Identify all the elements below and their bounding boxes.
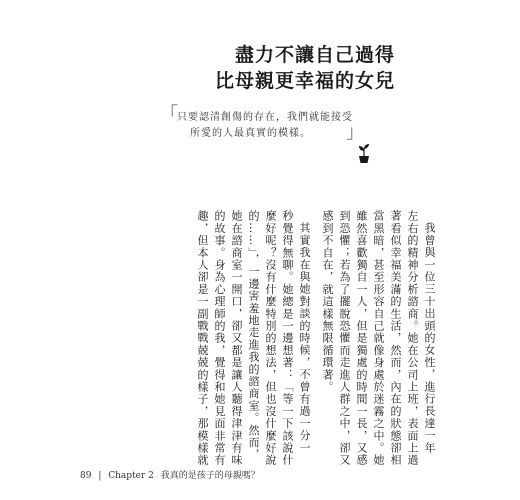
chapter-label: Chapter 2: [108, 471, 154, 481]
quote-close-bracket: 」: [346, 122, 364, 143]
body-column: 秒覺得無聊。她總是一邊想著：「等一下該說什: [281, 210, 294, 467]
body-column: 趣，但本人卻是一副戰戰兢兢的樣子，那模樣就: [196, 210, 209, 467]
page-footer: [80, 468, 264, 481]
title-line-2: 比母親更幸福的女兒: [214, 70, 395, 92]
body-column: 的故事。身為心理師的我，覺得和她見面非常有: [213, 210, 226, 467]
page-number: 89: [80, 471, 92, 481]
body-column: 感到不自在，就這樣無限循環著。: [321, 210, 334, 393]
footer-separator: |: [98, 471, 102, 481]
body-column: 雖然喜歡獨自一人，但是獨處的時間一長，又感: [355, 210, 368, 467]
body-column: 其實我在與她對談的時候，不曾有過一分一: [298, 222, 311, 454]
body-column: 的……」，一邊害羞地走進我的諮商室。然而，: [247, 210, 260, 461]
body-column: 當黑暗，甚至形容自己就像身處於迷霧之中。她: [372, 210, 385, 467]
chapter-title: 我真的是孩子的母親嗎？: [160, 471, 260, 481]
epigraph-line-1: 只要認清創傷的存在，我們就能接受: [177, 112, 353, 123]
title-line-1: 盡力不讓自己過得: [234, 44, 395, 66]
body-column: 著看似幸福美滿的生活，然而，內在的狀態卻相: [389, 210, 402, 467]
sprout-icon: [356, 142, 372, 164]
body-column: 她在諮商室一開口，卻又都是讓人聽得津津有味: [230, 210, 243, 467]
quote-open-bracket: 「: [160, 104, 178, 125]
body-column: 到恐懼；若為了擺脫恐懼而走進人群之中，卻又: [338, 210, 351, 467]
epigraph-line-2: 所愛的人最真實的模樣。: [190, 128, 311, 139]
body-column: 麼好呢？沒有什麼特別的想法，但也沒什麼好說: [264, 210, 277, 467]
body-column: 我曾與一位三十出頭的女性，進行長達一年: [423, 222, 436, 454]
body-column: 左右的精神分析諮商。她在公司上班，表面上過: [406, 210, 419, 467]
